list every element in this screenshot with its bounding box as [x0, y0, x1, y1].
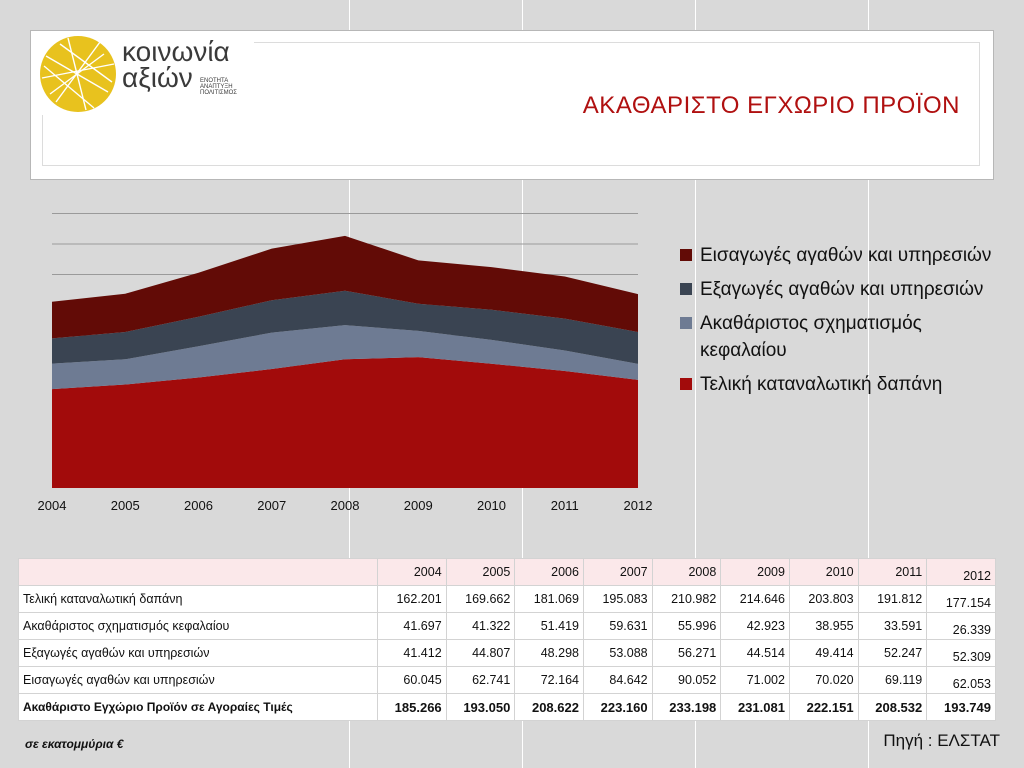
x-tick-label: 2009 [403, 498, 433, 513]
x-tick-label: 2011 [550, 498, 579, 513]
table-cell: 191.812 [858, 586, 927, 613]
table-cell: 71.002 [721, 667, 790, 694]
table-cell: 41.322 [446, 613, 515, 640]
table-cell: 162.201 [378, 586, 447, 613]
table-year-header: 2011 [858, 559, 927, 586]
logo-tagline-line: ΑΝΑΠΤΥΞΗ [200, 84, 233, 90]
x-tick-label: 2004 [37, 498, 67, 513]
chart-legend [680, 242, 1010, 405]
legend-label: Τελική καταναλωτική δαπάνη [700, 374, 943, 395]
table-cell: 44.514 [721, 640, 790, 667]
x-tick-label: 2006 [184, 498, 213, 513]
table-cell: 52.309 [927, 640, 996, 667]
table-cell: 203.803 [789, 586, 858, 613]
table-cell: 49.414 [789, 640, 858, 667]
x-tick-label: 2005 [110, 498, 140, 513]
table-year-header: 2012 [927, 559, 996, 586]
table-total-row [19, 694, 996, 721]
page-title: ΑΚΑΘΑΡΙΣΤΟ ΕΓΧΩΡΙΟ ΠΡΟΪΟΝ [582, 92, 960, 119]
table-cell: 51.419 [515, 613, 584, 640]
legend-label: Εξαγωγές αγαθών και υπηρεσιών [700, 279, 984, 300]
gdp-table [18, 558, 996, 721]
x-tick-label: 2010 [477, 498, 506, 513]
legend-item [680, 310, 1010, 364]
table-cell: 233.198 [652, 694, 721, 721]
area-series-1 [52, 357, 638, 488]
table-cell: 169.662 [446, 586, 515, 613]
table-row-label: Εισαγωγές αγαθών και υπηρεσιών [19, 667, 378, 694]
table-cell: 72.164 [515, 667, 584, 694]
legend-item [680, 242, 1010, 269]
table-year-header: 2010 [789, 559, 858, 586]
table-cell: 59.631 [583, 613, 652, 640]
table-cell: 42.923 [721, 613, 790, 640]
area-series-2 [52, 325, 638, 389]
table-cell: 90.052 [652, 667, 721, 694]
table-row-label: Ακαθάριστο Εγχώριο Προϊόν σε Αγοραίες Τιμές [19, 694, 378, 721]
table-cell: 193.050 [446, 694, 515, 721]
logo-line-2: αξιών [122, 62, 193, 93]
units-footnote: σε εκατομμύρια € [25, 737, 124, 751]
table-cell: 208.532 [858, 694, 927, 721]
logo-tagline [200, 78, 237, 96]
table-cell: 231.081 [721, 694, 790, 721]
table-cell: 62.053 [927, 667, 996, 694]
logo-tagline-line: ΕΝΟΤΗΤΑ [200, 78, 229, 84]
legend-swatch [680, 378, 692, 390]
legend-label: Ακαθάριστος σχηματισμός κεφαλαίου [700, 313, 922, 361]
logo-tagline-line: ΠΟΛΙΤΙΣΜΟΣ [200, 90, 237, 96]
table-header-row [19, 559, 996, 586]
table-row-label: Εξαγωγές αγαθών και υπηρεσιών [19, 640, 378, 667]
table-cell: 195.083 [583, 586, 652, 613]
table-row [19, 667, 996, 694]
table-cell: 62.741 [446, 667, 515, 694]
table-cell: 26.339 [927, 613, 996, 640]
table-cell: 53.088 [583, 640, 652, 667]
table-corner-cell [19, 559, 378, 586]
table-cell: 223.160 [583, 694, 652, 721]
legend-label: Εισαγωγές αγαθών και υπηρεσιών [700, 245, 992, 266]
logo-line-1: κοινωνία [122, 36, 230, 67]
x-tick-label: 2012 [623, 498, 653, 513]
table-cell: 41.697 [378, 613, 447, 640]
area-series-4 [52, 236, 638, 339]
legend-item [680, 276, 1010, 303]
x-tick-label: 2007 [257, 498, 287, 513]
table-year-header: 2005 [446, 559, 515, 586]
table-cell: 38.955 [789, 613, 858, 640]
table-cell: 33.591 [858, 613, 927, 640]
table-row-label: Ακαθάριστος σχηματισμός κεφαλαίου [19, 613, 378, 640]
table-row [19, 613, 996, 640]
area-series-3 [52, 291, 638, 364]
table-cell: 185.266 [378, 694, 447, 721]
table-year-header: 2004 [378, 559, 447, 586]
table-year-header: 2009 [721, 559, 790, 586]
logo-circle-icon [38, 34, 118, 114]
x-tick-label: 2008 [330, 498, 360, 513]
table-row [19, 640, 996, 667]
table-cell: 44.807 [446, 640, 515, 667]
table-year-header: 2006 [515, 559, 584, 586]
table-year-header: 2008 [652, 559, 721, 586]
table-cell: 214.646 [721, 586, 790, 613]
table-cell: 52.247 [858, 640, 927, 667]
table-row-label: Τελική καταναλωτική δαπάνη [19, 586, 378, 613]
table-cell: 84.642 [583, 667, 652, 694]
table-cell: 56.271 [652, 640, 721, 667]
table-cell: 55.996 [652, 613, 721, 640]
legend-swatch [680, 283, 692, 295]
table-cell: 193.749 [927, 694, 996, 721]
table-cell: 181.069 [515, 586, 584, 613]
legend-swatch [680, 317, 692, 329]
table-cell: 60.045 [378, 667, 447, 694]
legend-item [680, 371, 1010, 398]
table-cell: 208.622 [515, 694, 584, 721]
table-cell: 48.298 [515, 640, 584, 667]
table-cell: 177.154 [927, 586, 996, 613]
logo [34, 31, 254, 115]
table-row [19, 586, 996, 613]
source-note: Πηγή : ΕΛΣΤΑΤ [883, 731, 1000, 750]
table-cell: 222.151 [789, 694, 858, 721]
table-cell: 70.020 [789, 667, 858, 694]
table-cell: 69.119 [858, 667, 927, 694]
table-cell: 210.982 [652, 586, 721, 613]
table-year-header: 2007 [583, 559, 652, 586]
table-cell: 41.412 [378, 640, 447, 667]
legend-swatch [680, 249, 692, 261]
